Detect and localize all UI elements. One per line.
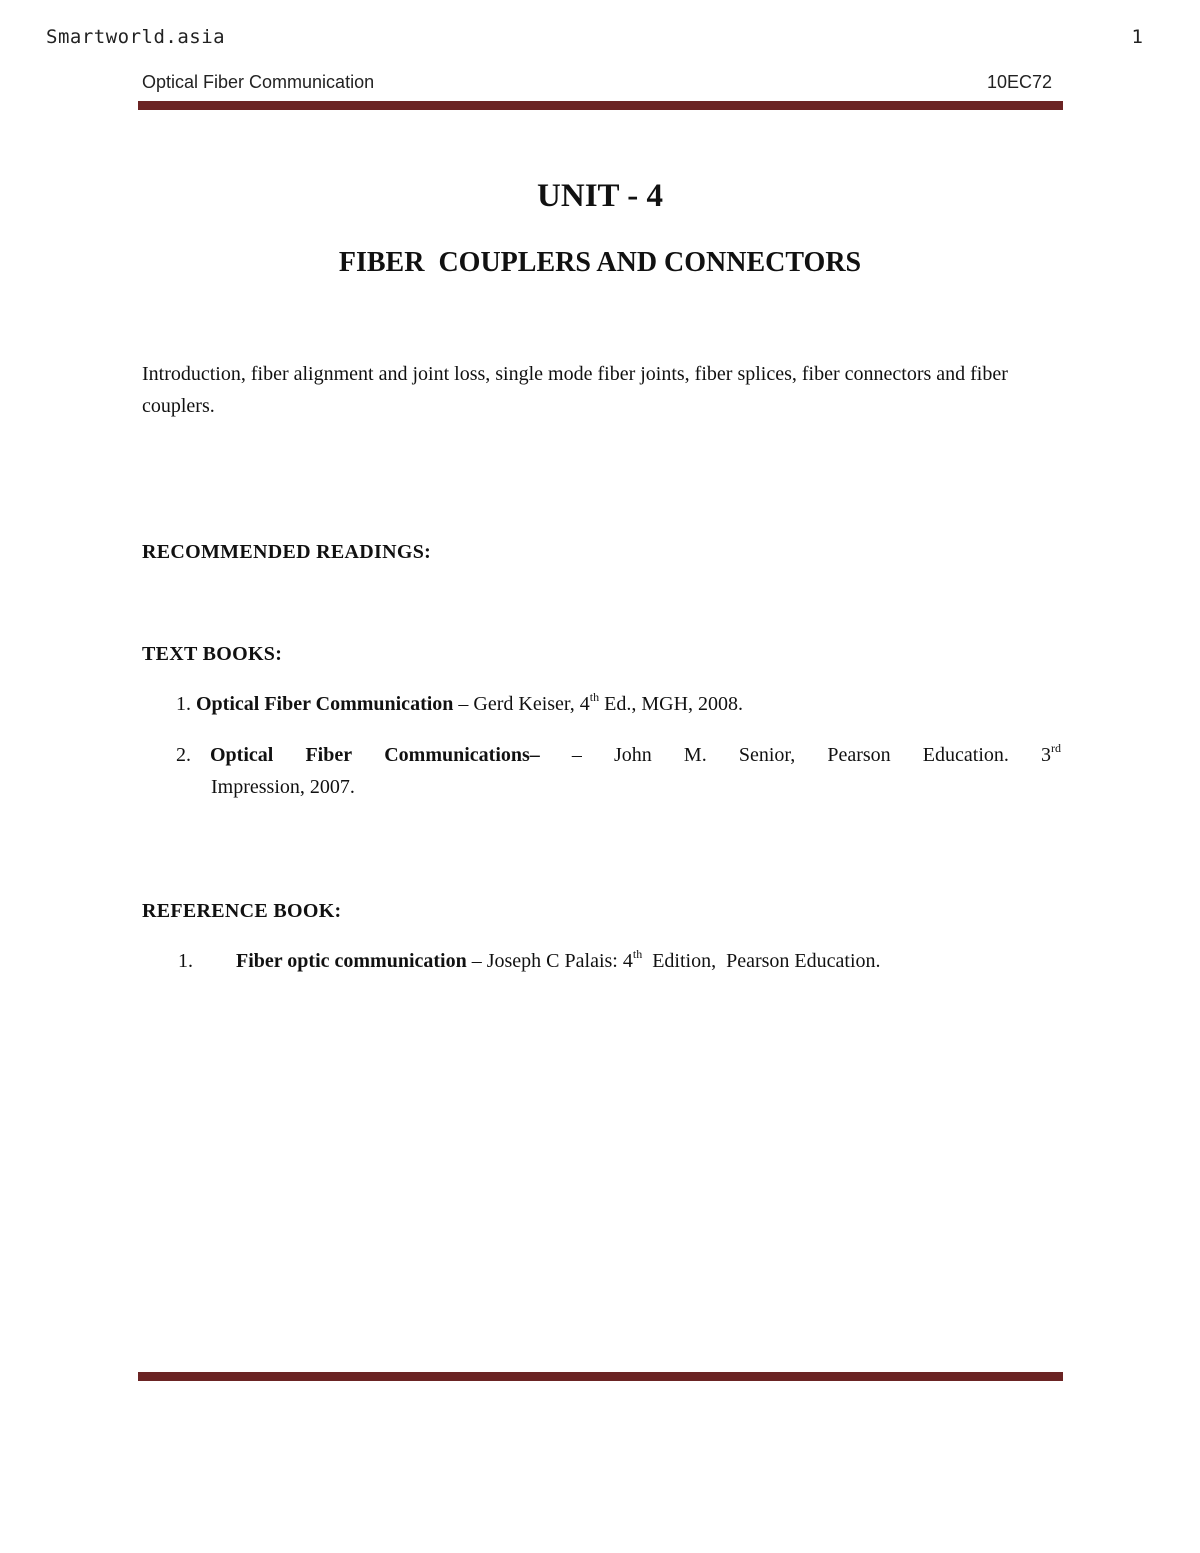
textbook-title: Optical Fiber Communication	[196, 693, 454, 715]
course-code: 10EC72	[986, 72, 1052, 92]
textbook-word: Education.	[922, 744, 1009, 766]
textbook-title-word: Communications–	[384, 744, 540, 766]
textbook-number: 1.	[176, 693, 191, 715]
reference-author: – Joseph C Palais: 4	[466, 950, 633, 972]
textbook-item-2-continuation: Impression, 2007.	[211, 776, 355, 798]
textbook-title-word: Optical	[210, 744, 274, 766]
running-title: Optical Fiber Communication	[142, 72, 375, 92]
reference-title: Fiber optic communication	[236, 950, 467, 972]
edition-suffix: th	[632, 947, 643, 961]
edition-suffix: rd	[1051, 741, 1061, 755]
reference-details: Edition, Pearson Education.	[642, 950, 881, 972]
textbook-edition: 3rd	[1041, 741, 1061, 766]
textbook-word: Pearson	[827, 744, 891, 766]
reference-number: 1.	[178, 950, 193, 972]
textbook-item-2	[176, 741, 1061, 767]
textbook-title-word: Fiber	[305, 744, 353, 766]
textbook-number: 2.	[176, 744, 191, 766]
edition-suffix: th	[589, 690, 600, 704]
footer-rule	[138, 1372, 1063, 1381]
textbook-author: – Gerd Keiser, 4	[453, 693, 590, 715]
unit-title: UNIT - 4	[537, 178, 663, 214]
page-number: 1	[1131, 26, 1143, 48]
textbook-details: Ed., MGH, 2008.	[599, 693, 744, 715]
site-label: Smartworld.asia	[46, 26, 226, 48]
textbook-word: Senior,	[738, 744, 796, 766]
textbook-word: –	[571, 744, 582, 766]
textbook-word: John	[614, 744, 652, 766]
subject-title: FIBER COUPLERS AND CONNECTORS	[338, 247, 862, 278]
header-rule	[138, 101, 1063, 110]
text-books-heading: TEXT BOOKS:	[142, 643, 283, 665]
syllabus-paragraph: Introduction, fiber alignment and joint loss, single mode fiber joints, fiber splices, fiber connectors and fiber couplers.	[142, 363, 1008, 417]
textbook-item-1	[176, 690, 744, 716]
reference-item-1	[178, 947, 881, 973]
reference-book-heading: REFERENCE BOOK:	[142, 900, 342, 922]
textbook-word: M.	[683, 744, 707, 766]
recommended-readings-heading: RECOMMENDED READINGS:	[142, 541, 432, 563]
